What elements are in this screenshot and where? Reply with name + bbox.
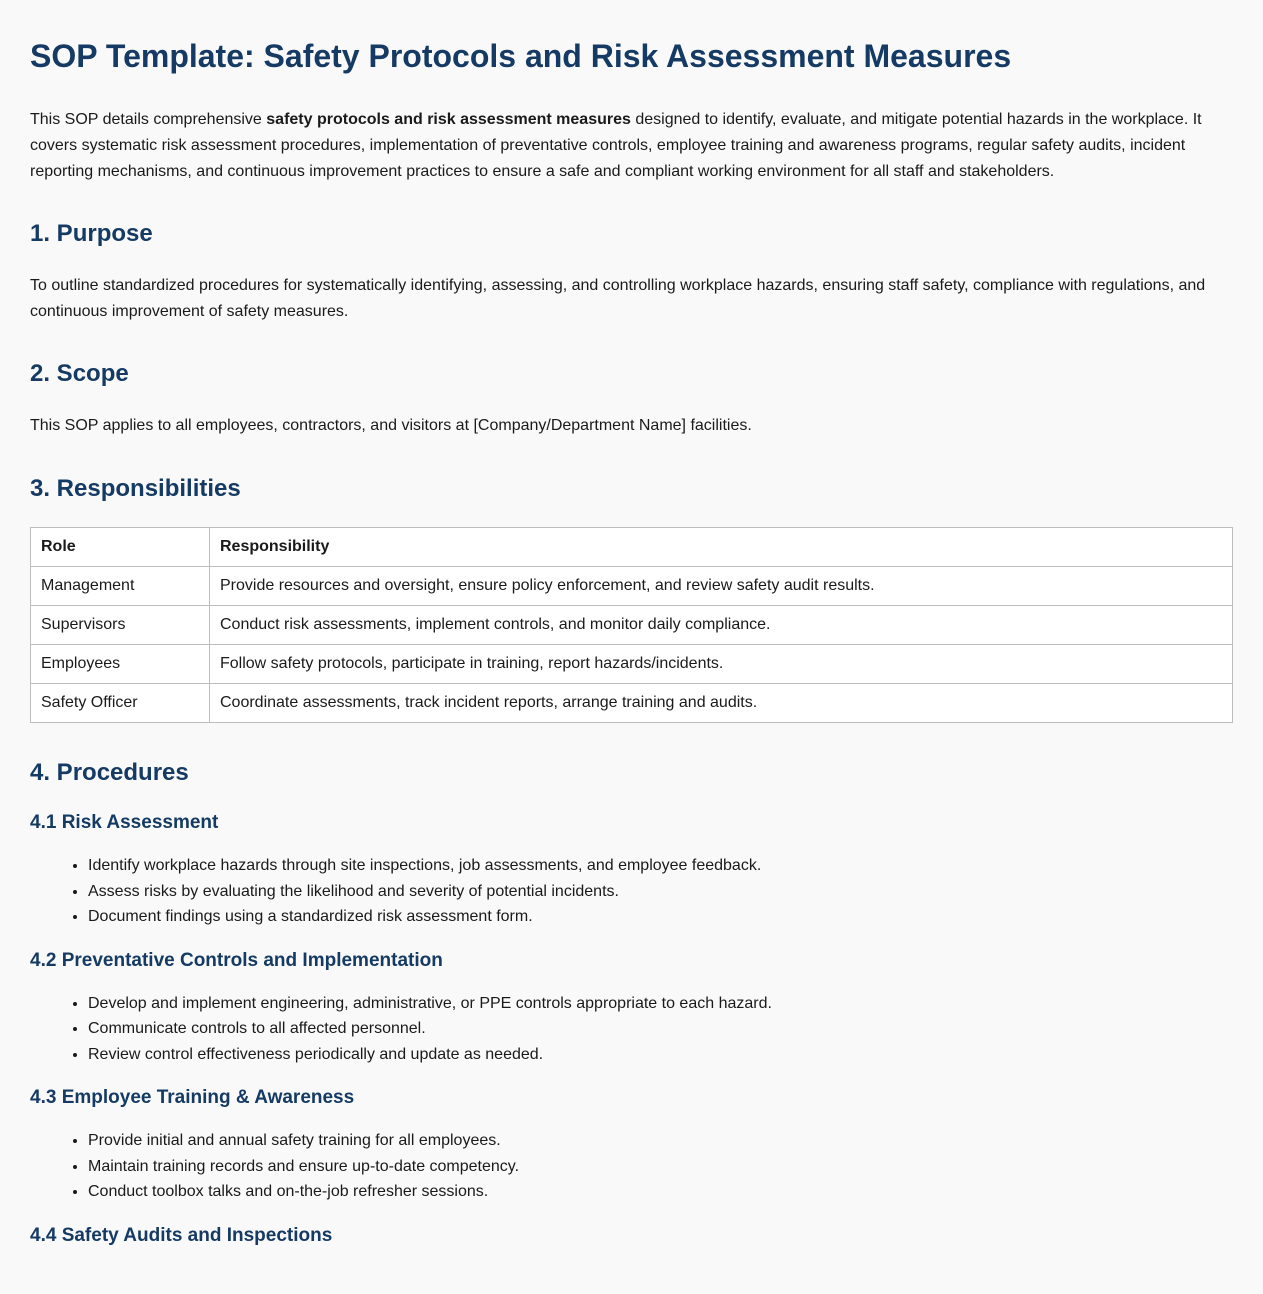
responsibility-cell: Provide resources and oversight, ensure policy enforcement, and review safety audit results. (210, 567, 1233, 606)
responsibility-cell: Coordinate assessments, track incident reports, arrange training and audits. (210, 684, 1233, 723)
column-header-responsibility: Responsibility (210, 528, 1233, 567)
responsibility-cell: Conduct risk assessments, implement controls, and monitor daily compliance. (210, 606, 1233, 645)
intro-text-before: This SOP details comprehensive (30, 111, 267, 129)
list-item: • Develop and implement engineering, administrative, or PPE controls appropriate to each hazard. (88, 991, 1233, 1017)
purpose-heading: 1. Purpose (30, 220, 153, 248)
list-item: • Communicate controls to all affected personnel. (88, 1016, 1233, 1042)
training-awareness-heading: 4.3 Employee Training & Awareness (30, 1087, 355, 1109)
table-row (31, 684, 1233, 723)
safety-audits-heading: 4.4 Safety Audits and Inspections (30, 1224, 333, 1246)
intro-text-bold: safety protocols and risk assessment measures (266, 111, 631, 129)
scope-heading: 2. Scope (30, 360, 129, 388)
role-cell: Management (31, 567, 210, 606)
preventative-controls-heading: 4.2 Preventative Controls and Implementation (30, 949, 443, 971)
responsibilities-heading: 3. Responsibilities (30, 474, 241, 502)
procedures-heading: 4. Procedures (30, 759, 189, 787)
table-row (31, 606, 1233, 645)
list-item: • Assess risks by evaluating the likelihood and severity of potential incidents. (88, 879, 1233, 905)
purpose-text: To outline standardized procedures for systematically identifying, assessing, and controlling workplace hazards, ensuring staff safety, compliance with regulations, and continuous improvement of safety measures. (30, 276, 1206, 320)
scope-text: This SOP applies to all employees, contractors, and visitors at [Company/Department Name] facilities. (30, 416, 752, 434)
role-cell: Safety Officer (31, 684, 210, 723)
list-item: • Review control effectiveness periodically and update as needed. (88, 1042, 1233, 1068)
intro-paragraph (30, 107, 1233, 184)
table-header-row (31, 528, 1233, 567)
table-row (31, 567, 1233, 606)
list-item: • Maintain training records and ensure up-to-date competency. (88, 1154, 1233, 1180)
responsibility-cell: Follow safety protocols, participate in training, report hazards/incidents. (210, 645, 1233, 684)
risk-assessment-list (30, 853, 1233, 930)
list-item: • Document findings using a standardized risk assessment form. (88, 904, 1233, 930)
list-item: • Conduct toolbox talks and on-the-job refresher sessions. (88, 1179, 1233, 1205)
role-cell: Supervisors (31, 606, 210, 645)
list-item: • Identify workplace hazards through site inspections, job assessments, and employee feedback. (88, 853, 1233, 879)
page-title: SOP Template: Safety Protocols and Risk Assessment Measures (30, 38, 1012, 74)
risk-assessment-heading: 4.1 Risk Assessment (30, 812, 219, 834)
preventative-controls-list (30, 991, 1233, 1068)
intro-text-after: designed to identify, evaluate, and mitigate potential hazards in the workplace. It covers systematic risk assessment procedures, implementation of preventative controls, employee training and awareness programs, regular safety audits, incident reporting mechanisms, and continuous improvement practices to ensure a safe and compliant working environment for all staff and stakeholders. (30, 111, 1202, 180)
table-row (31, 645, 1233, 684)
list-item: • Provide initial and annual safety training for all employees. (88, 1128, 1233, 1154)
responsibilities-table (30, 527, 1233, 723)
training-awareness-list (30, 1128, 1233, 1205)
role-cell: Employees (31, 645, 210, 684)
column-header-role: Role (31, 528, 210, 567)
